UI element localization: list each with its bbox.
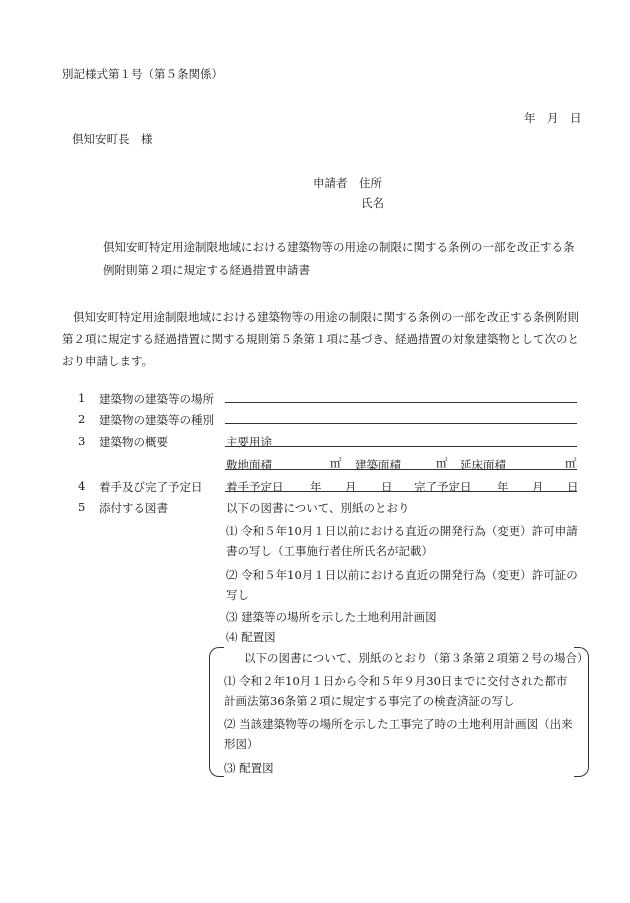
attachment-doc-1: ⑴ 令和５年10月１日以前における直近の開発行為（変更）許可申請書の写し（工事施行者住所氏名が記載）	[226, 524, 578, 558]
start-date-label: 着手予定日	[226, 480, 284, 494]
item3-label: 建築物の概要	[99, 435, 168, 449]
item5-label: 添付する図書	[99, 501, 168, 515]
area-input-line[interactable]	[225, 469, 577, 470]
main-use-input-line[interactable]	[225, 446, 577, 447]
item1-number: 1	[78, 391, 86, 405]
alt-attachments-intro: 以下の図書について、別紙のとおり（第３条第２項第２号の場合）	[244, 651, 589, 665]
item1-input-line[interactable]	[225, 402, 577, 403]
item2-label: 建築物の建築等の種別	[99, 413, 214, 427]
end-month: 月	[532, 480, 544, 494]
item3-number: 3	[78, 434, 86, 448]
attachment-doc-4: ⑷ 配置図	[226, 630, 276, 644]
alt-attachment-doc-2: ⑵ 当該建築物等の場所を示した工事完了時の土地利用計画図（出来形図）	[224, 717, 573, 751]
building-area-unit: ㎡	[436, 456, 448, 470]
start-year: 年	[310, 480, 322, 494]
alt-attachment-doc-1: ⑴ 令和２年10月１日から令和５年９月30日までに交付された都市計画法第36条第２項に規定する事完了の検査済証の写し	[224, 674, 568, 708]
building-area-label: 建築面積	[355, 458, 401, 472]
end-day: 日	[567, 480, 579, 494]
body-paragraph: 倶知安町特定用途制限地域における建築物等の用途の制限に関する条例の一部を改正する条例附則第２項に規定する経過措置に関する規則第５条第１項に基づき、経過措置の対象建築物として次のとおり申請します。	[62, 310, 580, 368]
item4-label: 着手及び完了予定日	[99, 480, 203, 494]
item2-input-line[interactable]	[225, 423, 577, 424]
applicant-address-label: 申請者 住所	[313, 176, 382, 190]
dates-input-line[interactable]	[225, 491, 577, 492]
start-day: 日	[381, 480, 393, 494]
attachments-intro: 以下の図書について、別紙のとおり	[226, 501, 410, 515]
site-area-label: 敷地面積	[226, 458, 272, 472]
floor-area-unit: ㎡	[565, 456, 577, 470]
attachment-doc-2: ⑵ 令和５年10月１日以前における直近の開発行為（変更）許可証の写し	[226, 568, 578, 602]
form-number: 別記様式第１号（第５条関係）	[62, 67, 223, 81]
floor-area-label: 延床面積	[460, 458, 506, 472]
item5-number: 5	[78, 500, 86, 514]
bracket-left	[209, 647, 224, 777]
addressee: 倶知安町長 様	[72, 132, 153, 146]
document-title-line2: 例附則第２項に規定する経過措置申請書	[103, 263, 310, 277]
date-field: 年 月 日	[524, 111, 582, 125]
item4-number: 4	[78, 479, 86, 493]
end-date-label: 完了予定日	[414, 480, 472, 494]
site-area-unit: ㎡	[330, 456, 342, 470]
attachment-doc-3: ⑶ 建築等の場所を示した土地利用計画図	[226, 610, 437, 624]
document-title-line1: 倶知安町特定用途制限地域における建築物等の用途の制限に関する条例の一部を改正する条	[103, 240, 575, 254]
item2-number: 2	[78, 412, 86, 426]
end-year: 年	[497, 480, 509, 494]
applicant-name-label: 氏名	[361, 196, 384, 210]
alt-attachment-doc-3: ⑶ 配置図	[224, 761, 274, 775]
item1-label: 建築物の建築等の場所	[99, 392, 214, 406]
start-month: 月	[345, 480, 357, 494]
main-use-label: 主要用途	[226, 435, 272, 449]
